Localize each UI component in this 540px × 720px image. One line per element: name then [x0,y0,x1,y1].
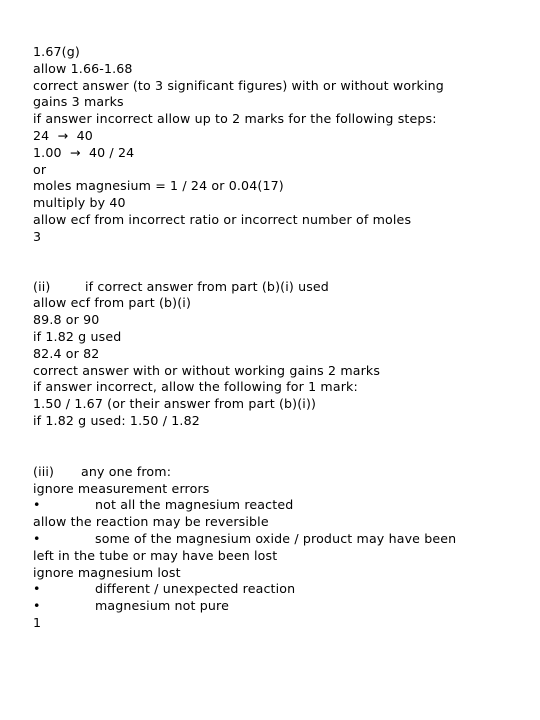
part-ii-heading: if correct answer from part (b)(i) used [85,278,329,294]
moles-line: moles magnesium = 1 / 24 or 0.04(17) [33,178,284,194]
part-iii-section [33,464,533,632]
correct-answer-line-2: gains 3 marks [33,94,124,110]
part-iii-heading-line [33,464,533,481]
if-182-line: if 1.82 g used [33,328,122,344]
ignore-line-1: ignore measurement errors [33,480,210,496]
bullet-item-2 [33,531,533,548]
bullet-item-4 [33,598,533,615]
ratio-line-1: 1.50 / 1.67 (or their answer from part (b)(i)) [33,396,317,412]
step-1: 24 → 40 [33,127,93,143]
bullet-text: some of the magnesium oxide / product may have been [95,530,457,546]
correct-answer-line-1: correct answer (to 3 significant figures) with or without working [33,77,444,93]
answer-value: 1.67(g) [33,44,80,59]
ignore-line-2: ignore magnesium lost [33,564,181,580]
or-text: or [33,161,47,177]
marks-value: 1 [33,614,42,630]
bullet-text: not all the magnesium reacted [95,497,294,513]
value-line-2: 82.4 or 82 [33,345,100,361]
part-ii-heading-line [33,279,533,296]
multiply-line: multiply by 40 [33,195,126,211]
part-a-section [33,44,533,246]
part-iii-heading: any one from: [81,463,172,479]
ecf-line: allow ecf from incorrect ratio or incorrect number of moles [33,211,412,227]
correct-line: correct answer with or without working gains 2 marks [33,362,381,378]
allow-line: allow the reaction may be reversible [33,514,269,530]
bullet-text: magnesium not pure [95,598,229,614]
bullet-item-2-continuation: left in the tube or may have been lost [33,547,278,563]
bullet-icon: • [33,530,41,546]
part-ii-section [33,279,533,430]
allow-range: allow 1.66-1.68 [33,60,133,76]
part-iii-label: (iii) [33,463,55,479]
mark-scheme-page [33,44,533,632]
incorrect-intro: if answer incorrect allow up to 2 marks for the following steps: [33,111,437,127]
ecf-line: allow ecf from part (b)(i) [33,295,192,311]
marks-value: 3 [33,228,42,244]
part-ii-label: (ii) [33,278,51,294]
bullet-icon: • [33,497,41,513]
bullet-text: different / unexpected reaction [95,581,296,597]
step-2: 1.00 → 40 / 24 [33,144,135,160]
bullet-item-3 [33,581,533,598]
bullet-icon: • [33,581,41,597]
ratio-line-2: if 1.82 g used: 1.50 / 1.82 [33,412,200,428]
value-line-1: 89.8 or 90 [33,312,100,328]
bullet-item-1 [33,497,533,514]
bullet-icon: • [33,598,41,614]
incorrect-line: if answer incorrect, allow the following for 1 mark: [33,379,358,395]
